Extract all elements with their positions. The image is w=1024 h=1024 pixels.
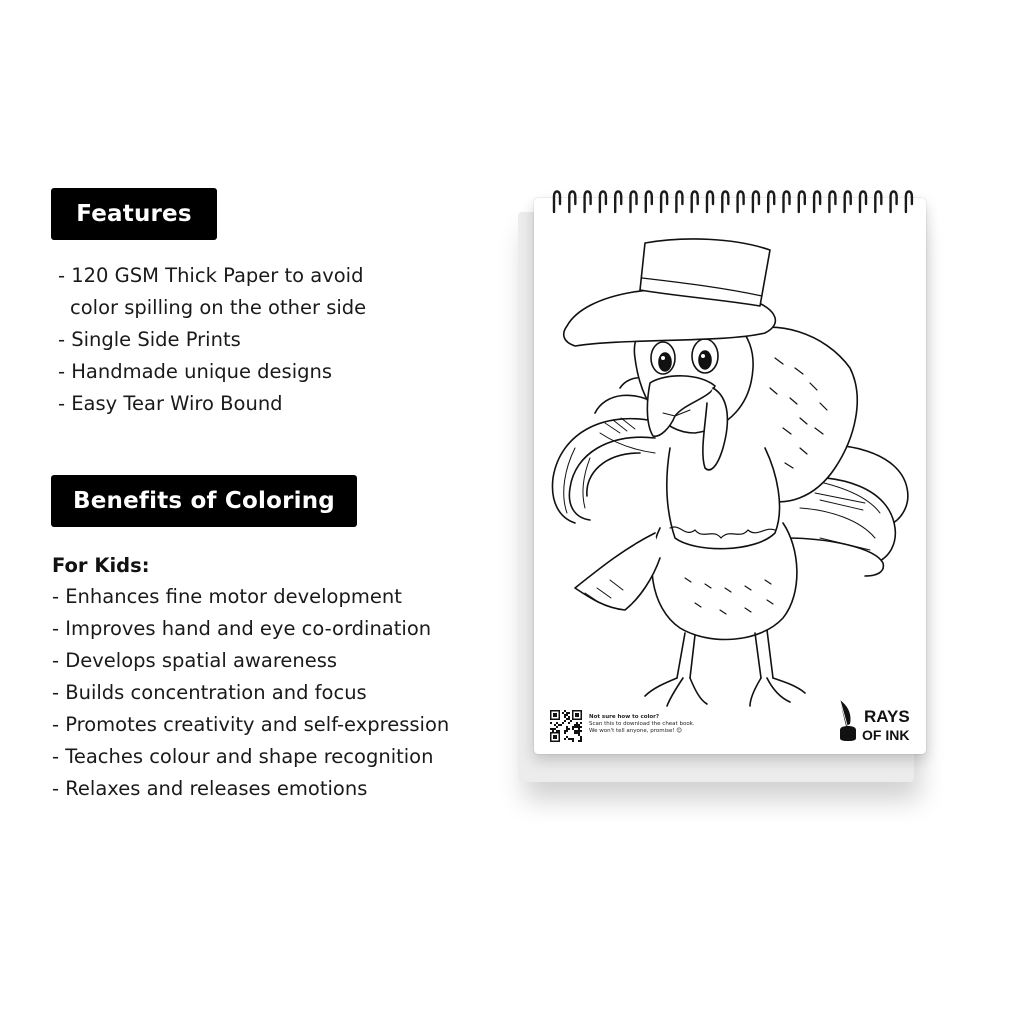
- qr-module: [576, 726, 578, 728]
- wiro-loop: [753, 192, 759, 213]
- kids-subheading: For Kids:: [52, 554, 150, 577]
- qr-module: [566, 714, 568, 716]
- wiro-loop: [784, 192, 790, 213]
- qr-module: [556, 722, 558, 724]
- qr-module: [578, 724, 580, 726]
- turkey-illustration: [545, 238, 925, 713]
- wiro-loop: [768, 192, 774, 213]
- wiro-loop: [722, 192, 728, 213]
- wiro-loop: [891, 192, 897, 213]
- wiro-loop: [631, 192, 637, 213]
- ink-quill-logo-icon: [834, 698, 862, 742]
- qr-module: [578, 728, 580, 730]
- benefits-list: [52, 581, 502, 805]
- qr-module: [564, 732, 566, 734]
- qr-code: [550, 710, 582, 742]
- qr-module: [562, 712, 564, 714]
- qr-module: [550, 722, 552, 724]
- qr-module: [570, 738, 572, 740]
- qr-module: [560, 724, 562, 726]
- wiro-loop: [707, 192, 713, 213]
- qr-module: [578, 726, 580, 728]
- qr-module: [568, 716, 570, 718]
- qr-module: [552, 730, 554, 732]
- qr-module: [566, 728, 568, 730]
- qr-module: [553, 713, 557, 717]
- qr-module: [558, 724, 560, 726]
- qr-module: [572, 726, 574, 728]
- benefit-item: - Builds concentration and focus: [52, 681, 367, 704]
- qr-module: [554, 724, 556, 726]
- wiro-loop: [906, 192, 912, 213]
- wiro-loop: [860, 192, 866, 213]
- qr-module: [564, 714, 566, 716]
- qr-module: [578, 734, 580, 736]
- qr-module: [572, 738, 574, 740]
- wiro-loop: [646, 192, 652, 213]
- qr-caption-line: We won't tell anyone, promise! 😊: [589, 728, 683, 734]
- qr-module: [580, 736, 582, 738]
- qr-module: [550, 728, 552, 730]
- wiro-loop: [875, 192, 881, 213]
- qr-module: [574, 726, 576, 728]
- qr-module: [566, 736, 568, 738]
- qr-module: [580, 722, 582, 724]
- benefit-item: - Relaxes and releases emotions: [52, 777, 368, 800]
- qr-module: [566, 730, 568, 732]
- qr-module: [578, 730, 580, 732]
- qr-module: [574, 724, 576, 726]
- qr-module: [556, 730, 558, 732]
- qr-module: [568, 718, 570, 720]
- qr-module: [568, 728, 570, 730]
- qr-module: [580, 738, 582, 740]
- qr-module: [570, 720, 572, 722]
- benefits-heading: Benefits of Coloring: [51, 475, 357, 527]
- benefit-item: - Develops spatial awareness: [52, 649, 338, 672]
- benefit-item: - Promotes creativity and self-expression: [52, 713, 450, 736]
- qr-module: [553, 735, 557, 739]
- features-list: [58, 260, 458, 420]
- benefit-item: - Improves hand and eye co-ordination: [52, 617, 432, 640]
- benefit-item: - Teaches colour and shape recognition: [52, 745, 434, 768]
- wiro-loop: [692, 192, 698, 213]
- qr-module: [576, 722, 578, 724]
- qr-module: [576, 730, 578, 732]
- qr-module: [578, 732, 580, 734]
- qr-module: [566, 712, 568, 714]
- feature-item: color spilling on the other side: [70, 296, 367, 319]
- qr-module: [564, 716, 566, 718]
- qr-module: [552, 728, 554, 730]
- wiro-loop: [845, 192, 851, 213]
- qr-module: [566, 718, 568, 720]
- wiro-loop: [585, 192, 591, 213]
- qr-module: [575, 713, 579, 717]
- wiro-loop: [676, 192, 682, 213]
- qr-module: [558, 730, 560, 732]
- qr-module: [568, 738, 570, 740]
- qr-module: [564, 730, 566, 732]
- qr-module: [572, 740, 574, 742]
- qr-module: [574, 730, 576, 732]
- qr-module: [556, 726, 558, 728]
- brand-name: RAYS: [864, 707, 910, 726]
- qr-module: [568, 712, 570, 714]
- qr-module: [576, 724, 578, 726]
- wiro-loop: [615, 192, 621, 213]
- wiro-loop: [600, 192, 606, 213]
- features-heading: Features: [51, 188, 217, 240]
- qr-module: [568, 722, 570, 724]
- feature-item: - 120 GSM Thick Paper to avoid: [58, 264, 364, 287]
- qr-module: [564, 738, 566, 740]
- qr-module: [580, 740, 582, 742]
- wiro-loop: [738, 192, 744, 213]
- qr-module: [576, 732, 578, 734]
- qr-module: [566, 726, 568, 728]
- qr-module: [564, 720, 566, 722]
- feature-item: - Handmade unique designs: [58, 360, 333, 383]
- wiro-loop: [829, 192, 835, 213]
- wiro-loop: [799, 192, 805, 213]
- wiro-loop: [814, 192, 820, 213]
- qr-module: [564, 710, 566, 712]
- qr-module: [562, 722, 564, 724]
- wiro-loop: [569, 192, 575, 213]
- qr-module: [580, 726, 582, 728]
- wiro-binding: [548, 188, 918, 214]
- brand-name: OF INK: [862, 727, 910, 743]
- wiro-loop: [554, 192, 560, 213]
- qr-module: [574, 732, 576, 734]
- benefit-item: - Enhances fine motor development: [52, 585, 402, 608]
- wiro-loop: [661, 192, 667, 213]
- qr-module: [572, 728, 574, 730]
- qr-module: [554, 728, 556, 730]
- qr-caption-title: Not sure how to color?: [589, 714, 660, 720]
- qr-module: [578, 740, 580, 742]
- qr-module: [580, 730, 582, 732]
- qr-caption-line: Scan this to download the cheat book.: [589, 721, 695, 727]
- feature-item: - Single Side Prints: [58, 328, 241, 351]
- feature-item: - Easy Tear Wiro Bound: [58, 392, 283, 415]
